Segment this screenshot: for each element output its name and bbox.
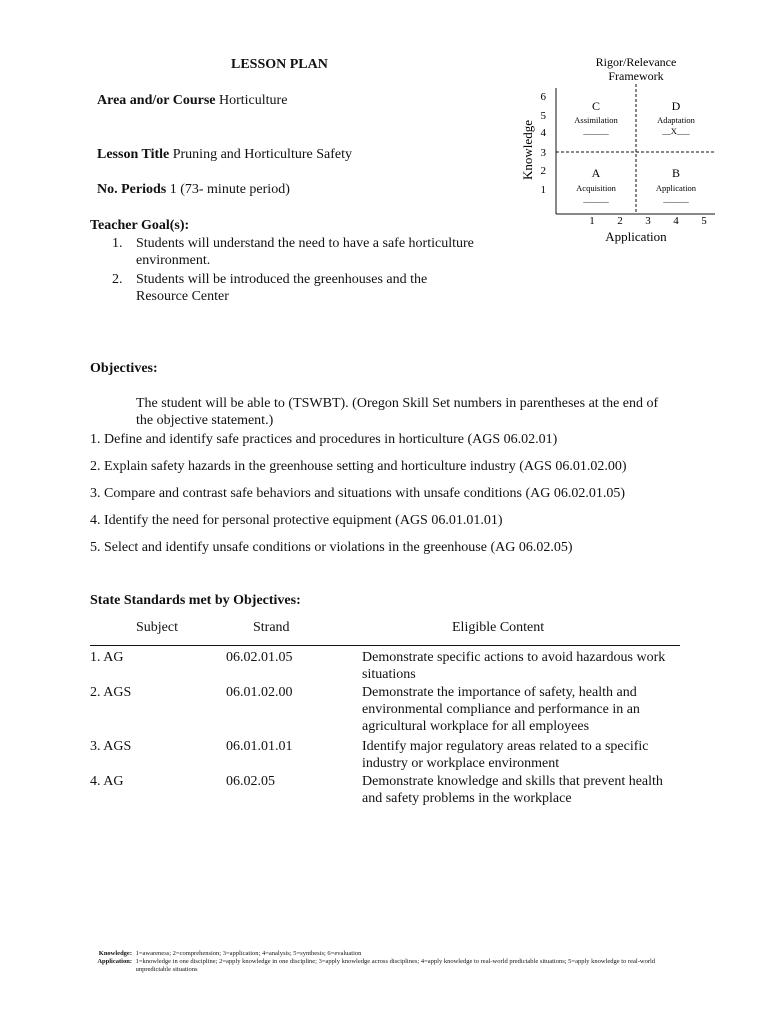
objective-item: 2. Explain safety hazards in the greenhouse setting and horticulture industry (AGS 06.01.02.00) — [90, 459, 627, 474]
cell-strand: 06.01.01.01 — [226, 739, 293, 754]
cell-strand: 06.02.05 — [226, 774, 275, 789]
footer-knowledge — [90, 950, 690, 958]
cell-strand: 06.01.02.00 — [226, 685, 293, 700]
cell-strand: 06.02.01.05 — [226, 650, 293, 665]
footer-legend — [90, 950, 690, 974]
x-tick: 1 — [589, 215, 595, 227]
y-axis-label: Knowledge — [520, 120, 535, 180]
quadrant-letter: A — [591, 166, 601, 180]
goal-text: Students will understand the need to have a safe horticulture environment. — [136, 236, 474, 268]
quadrant-mark: ______ — [583, 194, 609, 204]
rigor-relevance-framework — [510, 50, 740, 250]
table-rule — [90, 645, 680, 646]
periods — [97, 181, 290, 198]
objectives-intro: The student will be able to (TSWBT). (Oregon Skill Set numbers in parentheses at the end of the objective statement.) — [136, 396, 659, 428]
y-tick: 6 — [540, 91, 546, 103]
x-tick: 4 — [673, 215, 679, 227]
area-course — [97, 92, 287, 109]
quadrant-name: Application — [655, 183, 697, 193]
y-tick: 5 — [540, 110, 546, 122]
cell-content: Identify major regulatory areas related to a specific industry or workplace environment — [362, 739, 649, 771]
quadrant-name: Acquisition — [576, 183, 616, 193]
cell-subject: 4. AG — [90, 774, 124, 789]
quadrant-name: Assimilation — [574, 115, 618, 125]
quadrant-letter: C — [591, 99, 601, 113]
cell-subject: 1. AG — [90, 650, 124, 665]
lesson-title — [97, 146, 352, 163]
column-header-content: Eligible Content — [452, 620, 545, 635]
lesson-title-label: Lesson Title — [97, 147, 170, 162]
cell-content: Demonstrate knowledge and skills that prevent health and safety problems in the workplace — [362, 774, 663, 806]
y-tick: 3 — [540, 147, 546, 159]
x-axis-label: Application — [605, 229, 667, 244]
quadrant-letter: D — [671, 99, 681, 113]
periods-label: No. Periods — [97, 182, 167, 197]
column-header-subject: Subject — [136, 620, 178, 635]
page-title: LESSON PLAN — [231, 57, 328, 72]
lesson-title-value: Pruning and Horticulture Safety — [172, 147, 352, 162]
cell-content: Demonstrate specific actions to avoid hazardous work situations — [362, 650, 666, 682]
quadrant-letter: B — [671, 166, 681, 180]
column-header-strand: Strand — [253, 620, 290, 635]
x-tick: 5 — [701, 215, 707, 227]
application-legend-text: 1=knowledge in one discipline; 2=apply knowledge in one discipline; 3=apply knowledge across disciplines; 4=apply knowledge to real-world predictable situations; 5=apply knowledge to real-world unpredictable situations — [135, 958, 656, 973]
x-tick: 2 — [617, 215, 623, 227]
quadrant-mark: __X___ — [662, 126, 690, 136]
y-tick: 4 — [540, 127, 546, 139]
cell-subject: 3. AGS — [90, 739, 132, 754]
application-legend-label: Application: — [97, 958, 132, 965]
area-value: Horticulture — [218, 93, 288, 108]
framework-title-line2: Framework — [608, 69, 664, 83]
teacher-goals-heading: Teacher Goal(s): — [90, 218, 190, 233]
quadrant-name: Adaptation — [657, 115, 695, 125]
x-tick: 3 — [645, 215, 651, 227]
objective-item: 1. Define and identify safe practices and procedures in horticulture (AGS 06.02.01) — [90, 432, 558, 447]
quadrant-mark: ______ — [663, 194, 689, 204]
framework-title-line1: Rigor/Relevance — [595, 55, 677, 69]
periods-value: 1 (73- minute period) — [169, 182, 290, 197]
y-tick: 2 — [540, 165, 546, 177]
quadrant-mark: ______ — [583, 126, 609, 136]
cell-subject: 2. AGS — [90, 685, 132, 700]
objectives-heading: Objectives: — [90, 361, 158, 376]
objective-item: 5. Select and identify unsafe conditions or violations in the greenhouse (AG 06.02.05) — [90, 540, 573, 555]
goal-number: 2. — [112, 272, 123, 287]
objective-item: 3. Compare and contrast safe behaviors and situations with unsafe conditions (AG 06.02.01.05) — [90, 486, 626, 501]
goal-number: 1. — [112, 236, 123, 251]
standards-heading: State Standards met by Objectives: — [90, 593, 301, 608]
objective-item: 4. Identify the need for personal protective equipment (AGS 06.01.01.01) — [90, 513, 503, 528]
footer-application — [90, 958, 690, 974]
area-label: Area and/or Course — [97, 93, 216, 108]
y-tick: 1 — [540, 184, 546, 196]
goal-text: Students will be introduced the greenhouses and the Resource Center — [136, 272, 428, 304]
knowledge-legend-text: 1=awareness; 2=comprehension; 3=application; 4=analysis; 5=synthesis; 6=evaluation — [135, 950, 362, 957]
cell-content: Demonstrate the importance of safety, health and environmental compliance and performance in an agricultural workplace for all employees — [362, 685, 640, 734]
knowledge-legend-label: Knowledge: — [98, 950, 132, 957]
